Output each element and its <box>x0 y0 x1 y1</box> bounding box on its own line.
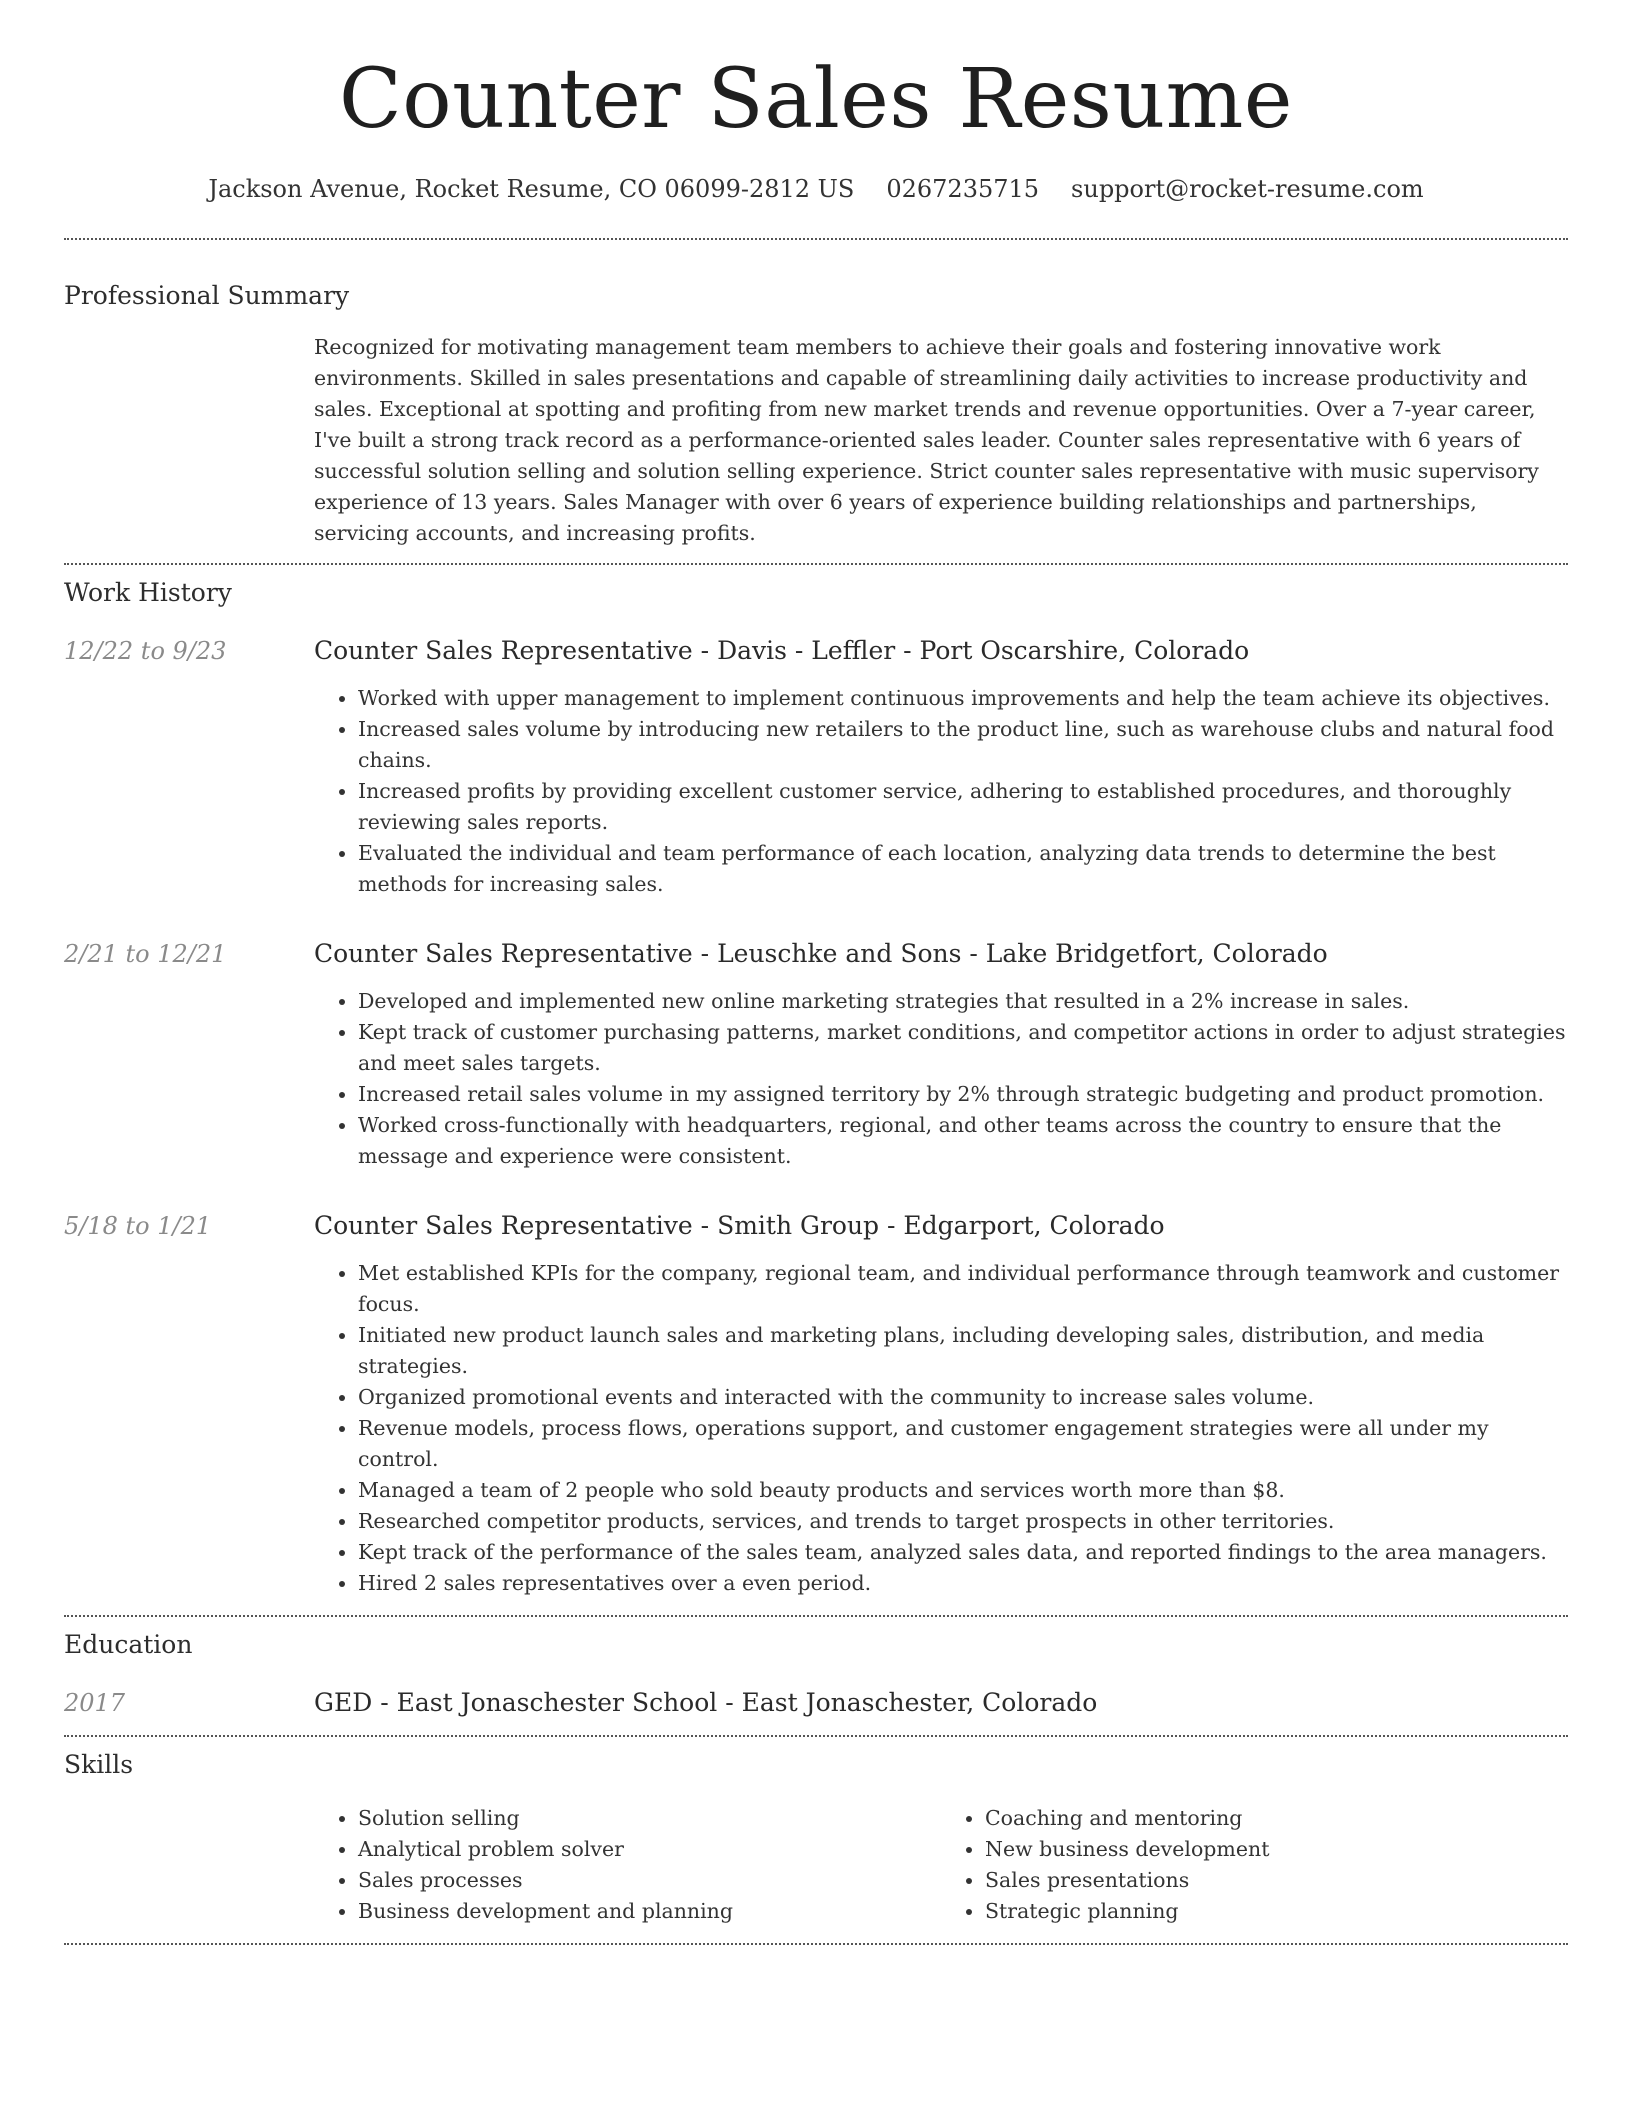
skill-item: • Strategic planning <box>985 1896 1568 1927</box>
divider <box>64 1735 1568 1737</box>
job-bullet: • Worked cross-functionally with headquarters, regional, and other teams across the country to ensure that the message and experience were consistent. <box>358 1110 1568 1172</box>
job-bullet: • Managed a team of 2 people who sold beauty products and services worth more than $8. <box>358 1475 1568 1506</box>
divider <box>64 1615 1568 1617</box>
skills-section <box>64 1749 1568 1927</box>
education-entry <box>64 1687 1568 1719</box>
job-bullet: • Increased profits by providing excellent customer service, adhering to established procedures, and thoroughly reviewing sales reports. <box>358 776 1568 838</box>
divider <box>64 563 1568 565</box>
job-bullet: • Revenue models, process flows, operations support, and customer engagement strategies were all under my control. <box>358 1413 1568 1475</box>
job-entry <box>64 1210 1568 1599</box>
job-bullet: • Developed and implemented new online marketing strategies that resulted in a 2% increase in sales. <box>358 986 1568 1017</box>
skill-item: • Analytical problem solver <box>358 1834 941 1865</box>
job-dates: 12/22 to 9/23 <box>64 637 227 665</box>
skill-item: • Coaching and mentoring <box>985 1803 1568 1834</box>
summary-title: Professional Summary <box>64 281 350 310</box>
job-bullet: • Organized promotional events and interacted with the community to increase sales volume. <box>358 1382 1568 1413</box>
job-bullet: • Met established KPIs for the company, regional team, and individual performance through teamwork and customer focus. <box>358 1258 1568 1320</box>
education-heading: GED - East Jonaschester School - East Jonaschester, Colorado <box>314 1688 1098 1717</box>
skill-item: • Sales presentations <box>985 1865 1568 1896</box>
education-section <box>64 1629 1568 1719</box>
skills-columns <box>314 1803 1568 1927</box>
contact-address: Jackson Avenue, Rocket Resume, CO 06099-2812 US <box>208 175 855 203</box>
job-dates: 2/21 to 12/21 <box>64 940 227 968</box>
job-bullet: • Increased sales volume by introducing new retailers to the product line, such as warehouse clubs and natural food chains. <box>358 714 1568 776</box>
divider <box>64 238 1568 240</box>
divider <box>64 1943 1568 1945</box>
job-body <box>314 1210 1568 1599</box>
job-bullet: • Hired 2 sales representatives over a even period. <box>358 1568 1568 1599</box>
skill-item: • New business development <box>985 1834 1568 1865</box>
page-title: Counter Sales Resume <box>339 52 1293 147</box>
work-history-section <box>64 577 1568 1615</box>
education-year: 2017 <box>64 1689 126 1717</box>
job-entry <box>64 635 1568 900</box>
contact-email: support@rocket-resume.com <box>1071 175 1424 203</box>
education-title: Education <box>64 1630 193 1659</box>
summary-text: Recognized for motivating management team members to achieve their goals and fostering innovative work environments. Skilled in sales presentations and capable of streamlining daily activities to increase productivity and sales. Exceptional at spotting and profiting from new market trends and revenue opportunities. Over a 7-year career, I've built a strong track record as a performance-oriented sales leader. Counter sales representative with 6 years of successful solution selling and solution selling experience. Strict counter sales representative with music supervisory experience of 13 years. Sales Manager with over 6 years of experience building relationships and partnerships, servicing accounts, and increasing profits. <box>314 335 1539 545</box>
contact-phone: 0267235715 <box>886 175 1040 203</box>
job-body <box>314 938 1568 1172</box>
summary-section <box>64 280 1568 549</box>
job-dates: 5/18 to 1/21 <box>64 1212 212 1240</box>
work-history-title: Work History <box>64 578 232 607</box>
skill-item: • Business development and planning <box>358 1896 941 1927</box>
job-bullet: • Kept track of customer purchasing patterns, market conditions, and competitor actions in order to adjust strategies and meet sales targets. <box>358 1017 1568 1079</box>
job-bullets <box>314 986 1568 1172</box>
job-bullet: • Initiated new product launch sales and marketing plans, including developing sales, distribution, and media strategies. <box>358 1320 1568 1382</box>
job-body <box>314 635 1568 900</box>
job-bullet: • Researched competitor products, services, and trends to target prospects in other territories. <box>358 1506 1568 1537</box>
skill-item: • Sales processes <box>358 1865 941 1896</box>
job-bullets <box>314 1258 1568 1599</box>
job-bullet: • Increased retail sales volume in my assigned territory by 2% through strategic budgeting and product promotion. <box>358 1079 1568 1110</box>
skills-title: Skills <box>64 1750 134 1779</box>
job-bullet: • Evaluated the individual and team performance of each location, analyzing data trends to determine the best methods for increasing sales. <box>358 838 1568 900</box>
job-bullet: • Kept track of the performance of the sales team, analyzed sales data, and reported findings to the area managers. <box>358 1537 1568 1568</box>
skills-list-right <box>941 1803 1568 1927</box>
skills-list-left <box>314 1803 941 1927</box>
job-heading: Counter Sales Representative - Leuschke and Sons - Lake Bridgetfort, Colorado <box>314 939 1328 968</box>
job-bullet: • Worked with upper management to implement continuous improvements and help the team achieve its objectives. <box>358 683 1568 714</box>
job-heading: Counter Sales Representative - Smith Group - Edgarport, Colorado <box>314 1211 1165 1240</box>
job-bullets <box>314 683 1568 900</box>
contact-line <box>64 174 1568 204</box>
job-entry <box>64 938 1568 1172</box>
job-heading: Counter Sales Representative - Davis - Leffler - Port Oscarshire, Colorado <box>314 636 1250 665</box>
skill-item: • Solution selling <box>358 1803 941 1834</box>
